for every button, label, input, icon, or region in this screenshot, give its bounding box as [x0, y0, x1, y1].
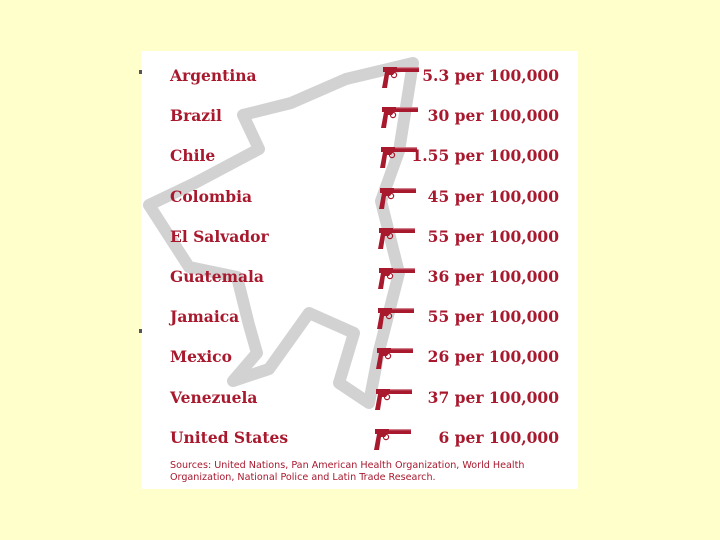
rate-value: 30 per 100,000	[427, 106, 559, 126]
table-row	[141, 305, 578, 333]
pistol-icon	[374, 386, 414, 414]
infographic-card	[141, 51, 578, 489]
country-label: El Salvador	[170, 226, 269, 246]
country-label: Mexico	[170, 347, 232, 367]
country-label: Colombia	[170, 186, 253, 206]
pistol-icon	[378, 185, 418, 213]
table-row	[141, 345, 578, 373]
table-row	[141, 426, 578, 454]
table-row	[141, 104, 578, 132]
rate-value: 26 per 100,000	[427, 347, 559, 367]
pistol-icon	[373, 426, 413, 454]
pistol-icon	[381, 64, 421, 92]
sources-note: Sources: United Nations, Pan American Health Organization, World Health Organization, National Police and Latin Trade Research.	[170, 460, 525, 483]
pistol-icon	[377, 265, 417, 293]
rate-value: 45 per 100,000	[427, 186, 559, 206]
table-row	[141, 185, 578, 213]
rate-value: 37 per 100,000	[427, 387, 559, 407]
table-row	[141, 64, 578, 92]
pistol-icon	[377, 225, 417, 253]
pistol-icon	[375, 345, 415, 373]
rate-value: 36 per 100,000	[427, 267, 559, 286]
country-label: Venezuela	[170, 387, 258, 407]
table-row	[141, 265, 578, 293]
country-label: United States	[170, 427, 289, 447]
table-row	[141, 144, 578, 172]
country-label: Argentina	[170, 66, 257, 85]
rate-value: 1.55 per 100,000	[411, 146, 559, 166]
rate-value: 5.3 per 100,000	[422, 66, 559, 85]
table-row	[141, 386, 578, 414]
country-label: Chile	[170, 146, 216, 166]
rate-value: 55 per 100,000	[427, 307, 559, 327]
rate-value: 6 per 100,000	[438, 427, 559, 447]
country-label: Jamaica	[170, 307, 240, 327]
table-row	[141, 225, 578, 253]
pistol-icon	[380, 104, 420, 132]
slide-mark	[139, 329, 142, 333]
country-label: Brazil	[170, 106, 222, 126]
rate-value: 55 per 100,000	[427, 226, 559, 246]
slide-mark	[139, 70, 142, 74]
pistol-icon	[376, 305, 416, 333]
country-label: Guatemala	[170, 267, 264, 286]
